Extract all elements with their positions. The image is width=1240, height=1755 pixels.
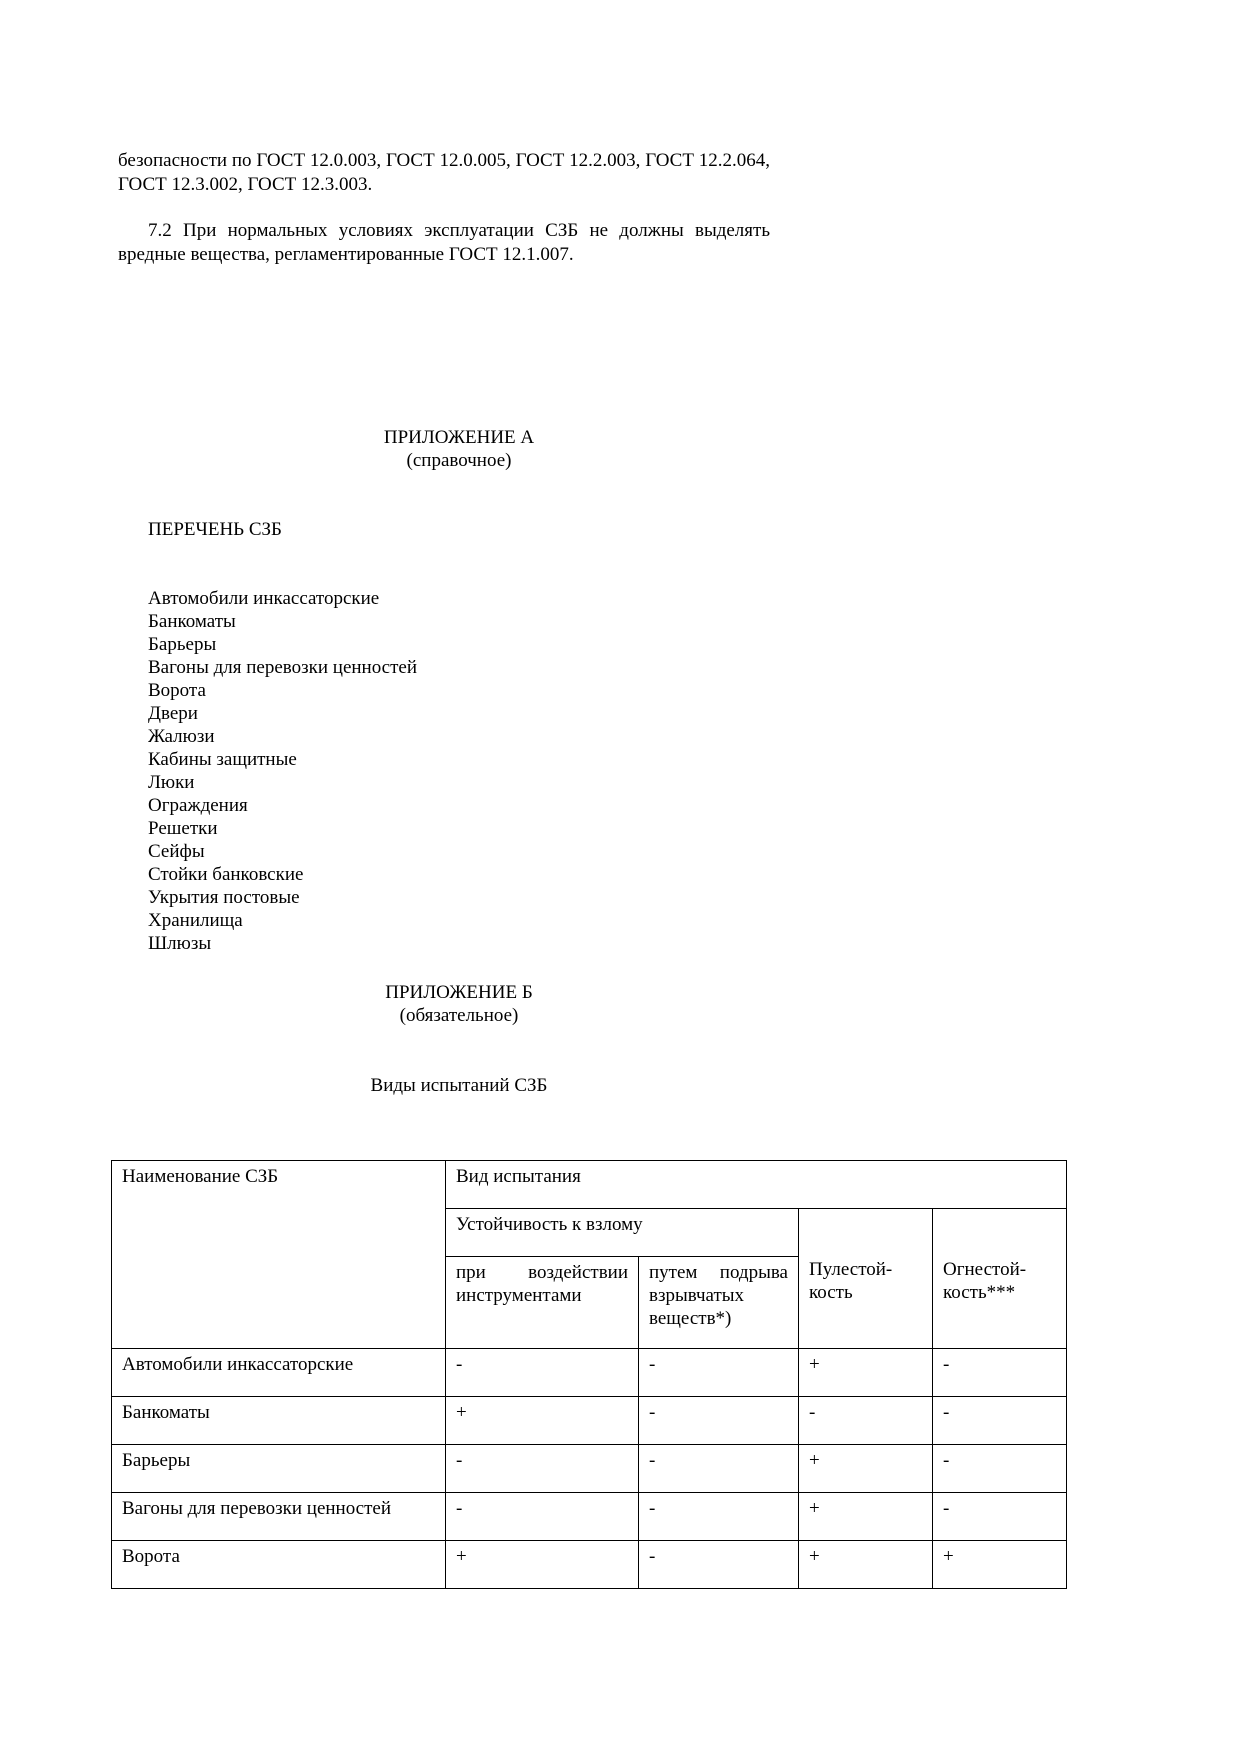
row-tools-cell: - xyxy=(446,1349,639,1397)
table-header-row xyxy=(112,1161,1067,1209)
list-item: Стойки банковские xyxy=(148,864,304,885)
row-bullet-cell: + xyxy=(799,1541,933,1589)
list-item: Автомобили инкассаторские xyxy=(148,588,380,609)
row-name-cell: Вагоны для перевозки ценностей xyxy=(112,1493,446,1541)
row-bullet-cell: + xyxy=(799,1493,933,1541)
row-name-cell: Банкоматы xyxy=(112,1397,446,1445)
list-item: Шлюзы xyxy=(148,933,212,954)
paragraph-gost-references: безопасности по ГОСТ 12.0.003, ГОСТ 12.0.005, ГОСТ 12.2.003, ГОСТ 12.2.064, ГОСТ 12.3.002, ГОСТ 12.3.003. xyxy=(118,150,770,195)
row-tools-cell: + xyxy=(446,1397,639,1445)
row-fire-cell: + xyxy=(933,1541,1067,1589)
row-name-cell: Барьеры xyxy=(112,1445,446,1493)
table-row xyxy=(112,1397,1067,1445)
table-row xyxy=(112,1493,1067,1541)
list-item: Ворота xyxy=(148,680,206,701)
appendix-a-title: ПРИЛОЖЕНИЕ А xyxy=(383,427,535,448)
header-bullet-cell: Пулестой-кость xyxy=(799,1209,933,1349)
table-row xyxy=(112,1541,1067,1589)
row-fire-cell: - xyxy=(933,1349,1067,1397)
row-tools-cell: + xyxy=(446,1541,639,1589)
row-name-cell: Автомобили инкассаторские xyxy=(112,1349,446,1397)
header-burglary-cell: Устойчивость к взлому xyxy=(446,1209,799,1257)
appendix-a-heading xyxy=(118,426,800,472)
row-fire-cell: - xyxy=(933,1445,1067,1493)
list-item: Кабины защитные xyxy=(148,749,297,770)
row-bullet-cell: - xyxy=(799,1397,933,1445)
header-test-type-cell: Вид испытания xyxy=(446,1161,1067,1209)
header-fire-cell: Огнестой-кость*** xyxy=(933,1209,1067,1349)
list-item: Жалюзи xyxy=(148,726,215,747)
row-explosive-cell: - xyxy=(639,1397,799,1445)
row-fire-cell: - xyxy=(933,1493,1067,1541)
list-item: Укрытия постовые xyxy=(148,887,300,908)
list-item: Вагоны для перевозки ценностей xyxy=(148,657,418,678)
appendix-b-subtitle: (обязательное) xyxy=(399,1005,519,1026)
header-name-cell: Наименование СЗБ xyxy=(112,1161,446,1349)
list-item: Ограждения xyxy=(148,795,248,816)
row-tools-cell: - xyxy=(446,1445,639,1493)
table-title: Виды испытаний СЗБ xyxy=(370,1075,548,1096)
row-explosive-cell: - xyxy=(639,1541,799,1589)
appendix-b-heading xyxy=(118,981,800,1027)
tests-table xyxy=(111,1160,1067,1589)
row-explosive-cell: - xyxy=(639,1493,799,1541)
list-item: Люки xyxy=(148,772,195,793)
szb-list-title: ПЕРЕЧЕНЬ СЗБ xyxy=(148,519,282,540)
szb-list xyxy=(148,587,417,955)
row-tools-cell: - xyxy=(446,1493,639,1541)
row-name-cell: Ворота xyxy=(112,1541,446,1589)
table-row xyxy=(112,1349,1067,1397)
list-item: Хранилища xyxy=(148,910,243,931)
row-bullet-cell: + xyxy=(799,1349,933,1397)
paragraph-7-2: 7.2 При нормальных условиях эксплуатации СЗБ не должны выделять вредные вещества, регламентированные ГОСТ 12.1.007. xyxy=(118,220,770,265)
appendix-b-title: ПРИЛОЖЕНИЕ Б xyxy=(385,982,533,1003)
row-fire-cell: - xyxy=(933,1397,1067,1445)
table-row xyxy=(112,1445,1067,1493)
list-item: Двери xyxy=(148,703,198,724)
appendix-a-subtitle: (справочное) xyxy=(406,450,512,471)
list-item: Барьеры xyxy=(148,634,217,655)
row-explosive-cell: - xyxy=(639,1445,799,1493)
list-item: Банкоматы xyxy=(148,611,236,632)
header-tools-cell: при воздействии инструментами xyxy=(446,1257,639,1349)
list-item: Сейфы xyxy=(148,841,205,862)
row-bullet-cell: + xyxy=(799,1445,933,1493)
header-explosive-cell: путем подрыва взрывчатых веществ*) xyxy=(639,1257,799,1349)
list-item: Решетки xyxy=(148,818,218,839)
row-explosive-cell: - xyxy=(639,1349,799,1397)
